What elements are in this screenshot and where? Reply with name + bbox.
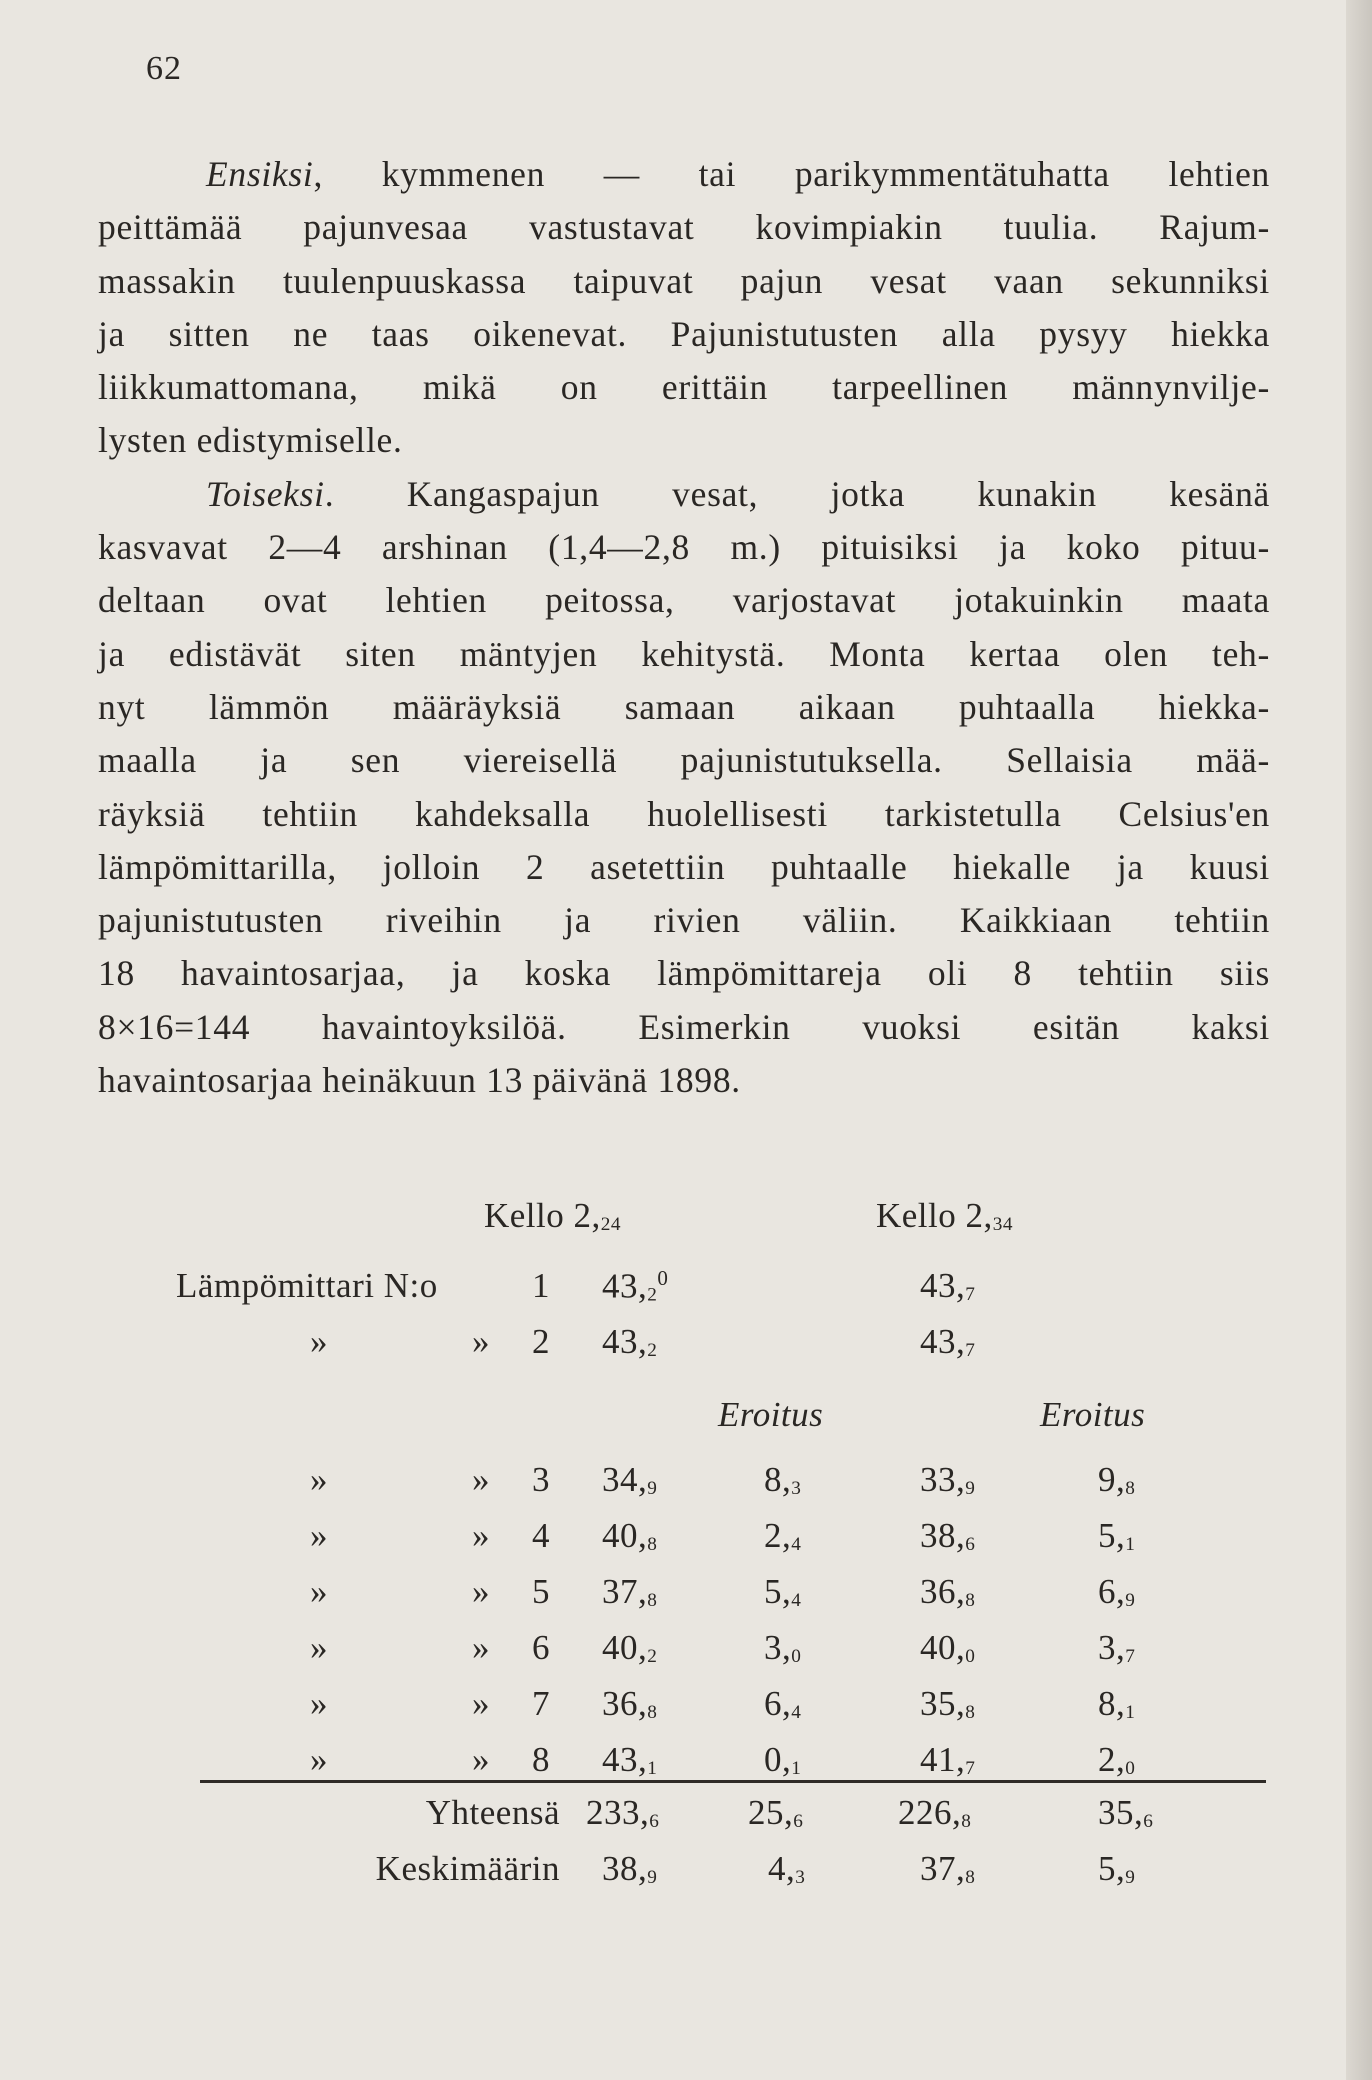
value-decimal: 1 — [1125, 1533, 1136, 1555]
value-decimal: 8 — [647, 1701, 658, 1723]
value-integer: 8, — [1098, 1684, 1126, 1723]
value-integer: 2, — [1098, 1740, 1126, 1779]
keskimaarin-eroitus-1 — [768, 1849, 805, 1889]
value-decimal: 0 — [1125, 1757, 1136, 1779]
value-integer: 43, — [920, 1266, 966, 1305]
text-line: deltaan ovat lehtien peitossa, varjostavat jotakuinkin maata — [98, 580, 1270, 621]
text-line: ja sitten ne taas oikenevat. Pajunistutusten alla pysyy hiekka — [98, 313, 1270, 354]
page-number: 62 — [146, 50, 182, 87]
value-integer: 40, — [920, 1628, 966, 1667]
thermometer-number: 2 — [532, 1322, 550, 1361]
ditto-mark: » — [472, 1740, 490, 1779]
value-decimal: 7 — [965, 1339, 976, 1361]
temp-kello-2 — [920, 1460, 975, 1500]
keskimaarin-label: Keskimäärin — [375, 1849, 560, 1888]
value-decimal: 6 — [1143, 1810, 1154, 1832]
header-kello-2: Kello 2,34 — [876, 1196, 1014, 1235]
temp-kello-1 — [602, 1628, 657, 1668]
value-integer: 35, — [1098, 1793, 1144, 1832]
text-line: kasvavat 2—4 arshinan (1,4—2,8 m.) pituisiksi ja koko pituu- — [98, 527, 1270, 568]
value-decimal: 1 — [647, 1757, 658, 1779]
value-decimal: 4 — [791, 1589, 802, 1611]
text-line: lysten edistymiselle. — [98, 420, 403, 461]
eroitus-kello-1 — [764, 1572, 801, 1612]
value-integer: 36, — [920, 1572, 966, 1611]
value-integer: 33, — [920, 1460, 966, 1499]
value-integer: 38, — [602, 1849, 648, 1888]
value-decimal: 3 — [791, 1477, 802, 1499]
temp-kello-2 — [920, 1572, 975, 1612]
value-decimal: 2 — [647, 1284, 658, 1306]
value-integer: 0, — [764, 1740, 792, 1779]
value-integer: 3, — [764, 1628, 792, 1667]
value-decimal: 6 — [793, 1810, 804, 1832]
value-decimal: 9 — [1125, 1589, 1136, 1611]
yhteensa-eroitus-1 — [748, 1793, 803, 1833]
value-integer: 35, — [920, 1684, 966, 1723]
value-decimal: 0 — [791, 1645, 802, 1667]
temp-kello-2 — [920, 1628, 975, 1668]
value-integer: 41, — [920, 1740, 966, 1779]
emphasis: Ensiksi — [206, 154, 314, 194]
value-decimal: 8 — [965, 1701, 976, 1723]
ditto-mark: » — [472, 1572, 490, 1611]
temp-kello-2 — [920, 1684, 975, 1724]
value-decimal: 8 — [965, 1589, 976, 1611]
degree-mark: 0 — [657, 1266, 669, 1290]
value-decimal: 3 — [795, 1866, 806, 1888]
value-integer: 43, — [602, 1322, 648, 1361]
value-decimal: 1 — [1125, 1701, 1136, 1723]
text-line: 18 havaintosarjaa, ja koska lämpömittareja oli 8 tehtiin siis — [98, 953, 1270, 994]
ditto-mark: » — [310, 1684, 328, 1723]
value-integer: 8, — [764, 1460, 792, 1499]
temp-kello-2 — [920, 1322, 975, 1362]
thermometer-number: 8 — [532, 1740, 550, 1779]
line-text: . Kangaspajun vesat, jotka kunakin kesänä — [324, 473, 1270, 514]
thermometer-number: 1 — [532, 1266, 550, 1305]
value-integer: 25, — [748, 1793, 794, 1832]
eroitus-kello-1 — [764, 1684, 801, 1724]
eroitus-kello-1 — [764, 1628, 801, 1668]
value-integer: 37, — [920, 1849, 966, 1888]
eroitus-kello-2 — [1098, 1460, 1135, 1500]
temp-kello-1 — [602, 1266, 668, 1307]
eroitus-kello-2 — [1098, 1572, 1135, 1612]
ditto-mark: » — [472, 1322, 490, 1361]
value-decimal: 6 — [965, 1533, 976, 1555]
ditto-mark: » — [310, 1516, 328, 1555]
value-integer: 233, — [586, 1793, 650, 1832]
ditto-mark: » — [310, 1628, 328, 1667]
value-decimal: 9 — [647, 1866, 658, 1888]
ditto-mark: » — [472, 1516, 490, 1555]
emphasis: Toiseksi — [206, 473, 325, 514]
text-line: maalla ja sen viereisellä pajunistutuksella. Sellaisia mää- — [98, 740, 1270, 781]
yhteensa-kello-1 — [586, 1793, 659, 1833]
value-decimal: 7 — [1125, 1645, 1136, 1667]
value-integer: 4, — [768, 1849, 796, 1888]
thermometer-label: Lämpömittari N:o — [176, 1266, 438, 1305]
eroitus-kello-2 — [1098, 1516, 1135, 1556]
value-integer: 5, — [1098, 1516, 1126, 1555]
eroitus-header-1: Eroitus — [718, 1395, 824, 1434]
value-decimal: 8 — [1125, 1477, 1136, 1499]
value-integer: 34, — [602, 1460, 648, 1499]
value-decimal: 8 — [961, 1810, 972, 1832]
text-line: nyt lämmön määräyksiä samaan aikaan puhtaalla hiekka- — [98, 686, 1270, 727]
value-integer: 36, — [602, 1684, 648, 1723]
eroitus-header-2: Eroitus — [1040, 1395, 1146, 1434]
value-integer: 2, — [764, 1516, 792, 1555]
value-decimal: 9 — [1125, 1866, 1136, 1888]
eroitus-kello-1 — [764, 1740, 801, 1780]
keskimaarin-kello-2 — [920, 1849, 975, 1889]
ditto-mark: » — [310, 1460, 328, 1499]
eroitus-kello-1 — [764, 1516, 801, 1556]
value-decimal: 0 — [965, 1645, 976, 1667]
header-kello-1: Kello 2,24 — [484, 1196, 622, 1235]
text-line: massakin tuulenpuuskassa taipuvat pajun vesat vaan sekunniksi — [98, 260, 1270, 301]
value-decimal: 6 — [649, 1810, 660, 1832]
text-line: räyksiä tehtiin kahdeksalla huolellisesti tarkistetulla Celsius'en — [98, 793, 1270, 834]
value-integer: 226, — [898, 1793, 962, 1832]
temp-kello-1 — [602, 1460, 657, 1500]
thermometer-number: 7 — [532, 1684, 550, 1723]
value-integer: 3, — [1098, 1628, 1126, 1667]
ditto-mark: » — [310, 1740, 328, 1779]
yhteensa-label: Yhteensä — [425, 1793, 560, 1832]
value-decimal: 4 — [791, 1533, 802, 1555]
eroitus-kello-2 — [1098, 1740, 1135, 1780]
value-integer: 9, — [1098, 1460, 1126, 1499]
value-decimal: 8 — [965, 1866, 976, 1888]
text-line: havaintosarjaa heinäkuun 13 päivänä 1898. — [98, 1060, 741, 1101]
keskimaarin-kello-1 — [602, 1849, 657, 1889]
text-line: pajunistutusten riveihin ja rivien väliin. Kaikkiaan tehtiin — [98, 900, 1270, 941]
eroitus-kello-2 — [1098, 1684, 1135, 1724]
temp-kello-1 — [602, 1740, 657, 1780]
temp-kello-1 — [602, 1322, 657, 1362]
ditto-mark: » — [472, 1628, 490, 1667]
thermometer-number: 3 — [532, 1460, 550, 1499]
value-integer: 5, — [1098, 1849, 1126, 1888]
text-line: liikkumattomana, mikä on erittäin tarpeellinen männynvilje- — [98, 367, 1270, 408]
value-integer: 40, — [602, 1516, 648, 1555]
temp-kello-2 — [920, 1740, 975, 1780]
value-decimal: 7 — [965, 1283, 976, 1305]
value-decimal: 9 — [647, 1477, 658, 1499]
temp-kello-1 — [602, 1516, 657, 1556]
value-integer: 38, — [920, 1516, 966, 1555]
value-decimal: 2 — [647, 1339, 658, 1361]
value-decimal: 4 — [791, 1701, 802, 1723]
yhteensa-kello-2 — [898, 1793, 971, 1833]
text-line: 8×16=144 havaintoyksilöä. Esimerkin vuoksi esitän kaksi — [98, 1006, 1270, 1047]
thermometer-number: 4 — [532, 1516, 550, 1555]
thermometer-number: 5 — [532, 1572, 550, 1611]
value-integer: 43, — [602, 1266, 648, 1306]
temp-kello-2 — [920, 1266, 975, 1306]
value-decimal: 2 — [647, 1645, 658, 1667]
value-integer: 40, — [602, 1628, 648, 1667]
value-integer: 6, — [1098, 1572, 1126, 1611]
line-text: , kymmenen — tai parikymmentätuhatta lehtien — [313, 154, 1270, 194]
value-integer: 43, — [920, 1322, 966, 1361]
value-integer: 5, — [764, 1572, 792, 1611]
keskimaarin-eroitus-2 — [1098, 1849, 1135, 1889]
temp-kello-1 — [602, 1684, 657, 1724]
value-decimal: 9 — [965, 1477, 976, 1499]
sum-rule — [200, 1780, 1266, 1783]
text-line: peittämää pajunvesaa vastustavat kovimpiakin tuulia. Rajum- — [98, 207, 1270, 248]
ditto-mark: » — [472, 1460, 490, 1499]
value-integer: 6, — [764, 1684, 792, 1723]
temp-kello-1 — [602, 1572, 657, 1612]
thermometer-number: 6 — [532, 1628, 550, 1667]
text-line: lämpömittarilla, jolloin 2 asetettiin puhtaalle hiekalle ja kuusi — [98, 846, 1270, 887]
value-decimal: 8 — [647, 1589, 658, 1611]
temp-kello-2 — [920, 1516, 975, 1556]
text-line: ja edistävät siten mäntyjen kehitystä. Monta kertaa olen teh- — [98, 633, 1270, 674]
ditto-mark: » — [310, 1572, 328, 1611]
value-decimal: 7 — [965, 1757, 976, 1779]
value-integer: 43, — [602, 1740, 648, 1779]
value-decimal: 8 — [647, 1533, 658, 1555]
ditto-mark: » — [310, 1322, 328, 1361]
eroitus-kello-2 — [1098, 1628, 1135, 1668]
eroitus-kello-1 — [764, 1460, 801, 1500]
ditto-mark: » — [472, 1684, 490, 1723]
yhteensa-eroitus-2 — [1098, 1793, 1153, 1833]
value-integer: 37, — [602, 1572, 648, 1611]
value-decimal: 1 — [791, 1757, 802, 1779]
